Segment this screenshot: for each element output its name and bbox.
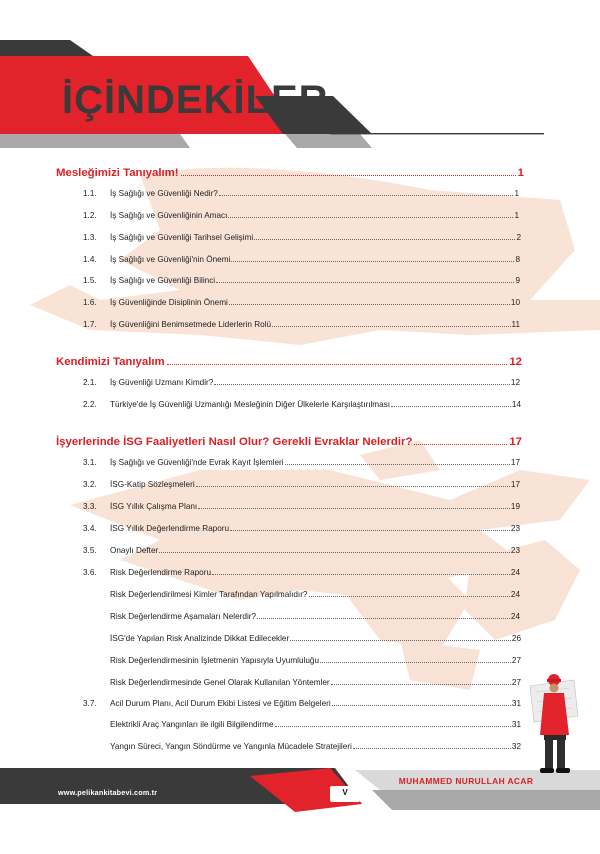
toc-item-title: İş Güvenliği Uzmanı Kimdir? [110,378,214,387]
toc-item-number: 1.7. [83,320,97,329]
dot-leader [320,662,511,663]
dot-leader [230,530,510,531]
toc-item-page: 31 [511,720,521,729]
toc-item-title: İş Sağlığı ve Güvenliği'nde Evrak Kayıt İşlemleri [110,458,284,467]
toc-item-title: Risk Değerlendirme Raporu [110,568,212,577]
toc-item-number: 2.1. [83,378,97,387]
dot-leader [181,175,516,176]
toc-section-title: Mesleğimizi Tanıyalım! [56,167,179,179]
dot-leader [219,195,514,196]
toc-item-page: 19 [510,502,520,511]
toc-item-number: 3.7. [83,699,97,708]
toc-item-page: 23 [510,546,520,555]
toc-item-number: 1.1. [83,189,97,198]
toc-item-title: İş Sağlığı ve Güvenliğinin Amacı [110,211,228,220]
toc-item-page: 11 [511,320,520,329]
dot-leader [285,464,510,465]
toc-item[interactable] [110,676,521,687]
toc-item-title: İş Sağlığı ve Güvenliği Bilinci [110,276,216,285]
toc-item-title: İş Sağlığı ve Güvenliği'nin Önemi [110,255,231,264]
toc-item[interactable] [83,478,520,489]
toc-item-page: 31 [511,699,521,708]
toc-item-title: Risk Değerlendirilmesi Kimler Tarafından Yapılmalıdır? [110,590,308,599]
dot-leader [275,726,511,727]
toc-item-title: Risk Değerlendirme Aşamaları Nelerdir? [110,612,257,621]
toc-item-page: 17 [510,458,520,467]
toc-item-page: 24 [510,568,520,577]
footer-page-number: V [342,788,348,797]
toc-item-title: Elektrikli Araç Yangınları ile ilgili Bilgilendirme [110,720,274,729]
toc-item-title: Risk Değerlendirmesinin İşletmenin Yapısıyla Uyumluluğu [110,656,320,665]
dot-leader [391,406,511,407]
toc-item-title: Onaylı Defter [110,546,159,555]
toc-item-number: 3.1. [83,458,97,467]
page-title: İÇİNDEKİLER [62,78,329,122]
footer-website-link[interactable]: www.pelikankitabevi.com.tr [58,788,158,797]
dot-leader [353,748,511,749]
toc-section-2[interactable] [56,354,522,368]
toc-item-number: 1.6. [83,298,97,307]
toc-section-page: 17 [509,436,522,448]
dot-leader [159,552,510,553]
dot-leader [254,239,515,240]
toc-item[interactable] [83,544,520,555]
toc-item-page: 8 [515,255,520,264]
toc-item-page: 27 [511,678,521,687]
toc-item-page: 14 [511,400,521,409]
toc-item-number: 3.3. [83,502,97,511]
toc-item-title: Yangın Süreci, Yangın Söndürme ve Yangınla Mücadele Stratejileri [110,742,352,751]
toc-item[interactable] [83,376,520,387]
toc-item-page: 24 [510,590,520,599]
dot-leader [228,217,513,218]
toc-item-page: 1 [514,211,519,220]
toc-item-title: İş Sağlığı ve Güvenliği Nedir? [110,189,218,198]
toc-item[interactable] [83,318,520,329]
dot-leader [216,282,514,283]
toc-item-title: İş Güvenliğinde Disiplinin Önemi [110,298,228,307]
dot-leader [231,261,514,262]
toc-item-title: İSG-Katip Sözleşmeleri [110,480,195,489]
toc-item[interactable] [83,187,519,198]
toc-item[interactable] [83,456,520,467]
toc-section-title: Kendimizi Tanıyalım [56,356,165,368]
toc-item-title: Türkiye'de İş Güvenliği Uzmanlığı Mesleğinin Diğer Ülkelerle Karşılaştırılması [110,400,391,409]
toc-item[interactable] [83,253,520,264]
dot-leader [290,640,511,641]
toc-item-page: 1 [514,189,519,198]
toc-item-page: 12 [510,378,520,387]
toc-item-page: 27 [511,656,521,665]
dot-leader [332,705,511,706]
toc-item-title: Acil Durum Planı, Acil Durum Ekibi Listesi ve Eğitim Belgeleri [110,699,331,708]
dot-leader [196,486,510,487]
toc-item-page: 2 [516,233,521,242]
toc-item-number: 1.3. [83,233,97,242]
toc-item[interactable] [110,610,520,621]
toc-item-title: Risk Değerlendirmesinde Genel Olarak Kullanılan Yöntemler [110,678,330,687]
toc-item-page: 24 [510,612,520,621]
toc-item-title: İSG'de Yapılan Risk Analizinde Dikkat Edilecekler [110,634,290,643]
toc-item[interactable] [83,398,521,409]
toc-item[interactable] [110,588,520,599]
footer-author-name: MUHAMMED NURULLAH ACAR [398,776,534,786]
toc-item-number: 3.6. [83,568,97,577]
toc-item-page: 9 [515,276,520,285]
dot-leader [331,684,511,685]
toc-section-1[interactable] [56,165,524,179]
dot-leader [414,444,507,445]
dot-leader [212,574,510,575]
toc-item-title: İş Güvenliğini Benimsetmede Liderlerin Rolü [110,320,272,329]
dot-leader [167,364,508,365]
toc-item-page: 23 [510,524,520,533]
toc-item-page: 32 [511,742,521,751]
toc-section-page: 1 [517,167,524,179]
toc-section-3[interactable] [56,434,522,448]
toc-item-page: 26 [511,634,521,643]
toc-item[interactable] [110,632,521,643]
toc-item-page: 10 [510,298,520,307]
dot-leader [257,618,510,619]
toc-item-number: 1.5. [83,276,97,285]
toc-item[interactable] [83,697,521,708]
toc-item[interactable] [83,209,519,220]
toc-item-title: İSG Yıllık Değerlendirme Raporu [110,524,230,533]
toc-item-number: 1.2. [83,211,97,220]
toc-item[interactable] [110,654,521,665]
toc-item[interactable] [83,296,520,307]
toc-item[interactable] [110,740,521,751]
dot-leader [229,304,510,305]
toc-item[interactable] [83,274,520,285]
dot-leader [198,508,510,509]
toc-item-title: İş Sağlığı ve Güvenliği Tarihsel Gelişimi [110,233,254,242]
toc-item[interactable] [83,522,520,533]
toc-item-number: 3.2. [83,480,97,489]
toc-section-page: 12 [509,356,522,368]
dot-leader [309,596,510,597]
toc-item-page: 17 [510,480,520,489]
toc-item-number: 1.4. [83,255,97,264]
toc-item[interactable] [110,718,521,729]
toc-item-number: 3.5. [83,546,97,555]
toc-item-title: İSG Yıllık Çalışma Planı [110,502,198,511]
toc-item-number: 3.4. [83,524,97,533]
toc-section-title: İşyerlerinde İSG Faaliyetleri Nasıl Olur? Gerekli Evraklar Nelerdir? [56,436,413,448]
toc-item[interactable] [83,500,520,511]
toc-item[interactable] [83,566,520,577]
dot-leader [272,326,510,327]
dot-leader [214,384,510,385]
toc-item-number: 2.2. [83,400,97,409]
toc-item[interactable] [83,231,521,242]
